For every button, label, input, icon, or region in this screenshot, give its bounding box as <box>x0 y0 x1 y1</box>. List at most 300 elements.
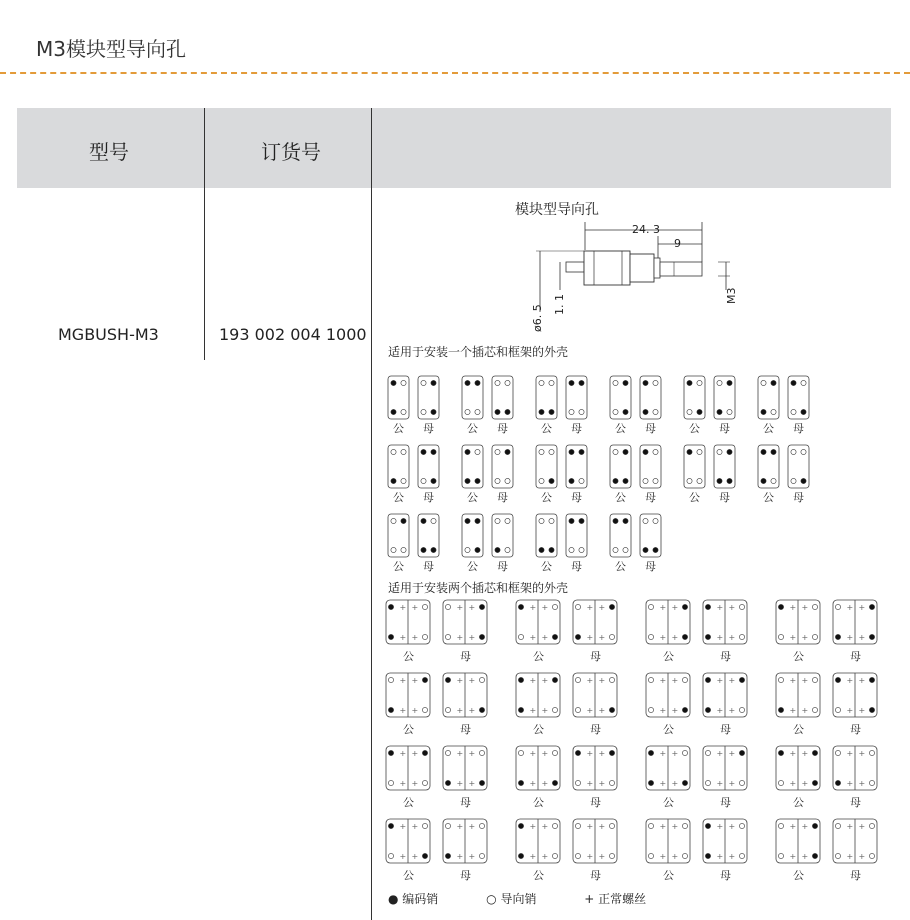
double-section-title: 适用于安装两个插芯和框架的外壳 <box>388 581 569 595</box>
female-label: 母 <box>497 422 508 435</box>
screw-mark: + <box>468 852 476 861</box>
male-label: 公 <box>793 796 804 809</box>
guide-pin-mark <box>539 449 544 454</box>
male-label: 公 <box>403 869 414 882</box>
screw-mark: + <box>468 779 476 788</box>
single-section-title: 适用于安装一个插芯和框架的外壳 <box>388 345 569 359</box>
coding-pin-mark <box>623 518 628 523</box>
coding-pin-mark <box>475 478 480 483</box>
guide-pin-mark <box>401 478 406 483</box>
screw-mark: + <box>671 676 679 685</box>
screw-mark: + <box>411 779 419 788</box>
drawing-title: 模块型导向孔 <box>515 202 599 218</box>
male-label: 公 <box>403 796 414 809</box>
coding-pin-mark <box>609 707 614 712</box>
screw-mark: + <box>468 822 476 831</box>
guide-pin-mark <box>549 449 554 454</box>
guide-pin-mark <box>575 853 580 858</box>
male-label: 公 <box>541 560 552 573</box>
coding-pin-mark <box>705 677 710 682</box>
female-label: 母 <box>720 723 731 736</box>
screw-mark: + <box>846 822 854 831</box>
dim-thread: M3 <box>725 287 738 304</box>
male-label: 公 <box>615 422 626 435</box>
single-config-pair <box>610 514 661 573</box>
screw-mark: + <box>659 706 667 715</box>
male-label: 公 <box>393 560 404 573</box>
guide-pin-mark <box>391 547 396 552</box>
coding-pin-mark <box>682 780 687 785</box>
coding-pin-mark <box>812 823 817 828</box>
guide-pin-mark <box>422 604 427 609</box>
guide-pin-mark <box>791 478 796 483</box>
guide-pin-mark <box>575 707 580 712</box>
coding-pin-mark <box>505 409 510 414</box>
guide-pin-mark <box>648 677 653 682</box>
guide-pin-mark <box>771 478 776 483</box>
coding-pin-mark <box>613 518 618 523</box>
single-config-pair <box>388 376 439 435</box>
male-label: 公 <box>689 422 700 435</box>
male-label: 公 <box>393 422 404 435</box>
coding-pin-mark <box>479 634 484 639</box>
guide-pin-mark <box>575 604 580 609</box>
guide-pin-mark <box>549 518 554 523</box>
male-label: 公 <box>793 869 804 882</box>
coding-pin-mark <box>761 478 766 483</box>
header-order-number: 订货号 <box>261 140 321 164</box>
male-label: 公 <box>663 650 674 663</box>
guide-pin-mark <box>812 604 817 609</box>
coding-pin-mark <box>391 409 396 414</box>
guide-pin-mark <box>391 449 396 454</box>
guide-pin-mark <box>431 518 436 523</box>
page-title: M3模块型导向孔 <box>36 37 186 61</box>
male-label: 公 <box>533 796 544 809</box>
screw-mark: + <box>789 822 797 831</box>
screw-mark: + <box>801 779 809 788</box>
guide-pin-mark <box>465 409 470 414</box>
guide-pin-mark <box>653 478 658 483</box>
screw-mark: + <box>529 603 537 612</box>
coding-pin-mark <box>465 449 470 454</box>
screw-mark: + <box>659 852 667 861</box>
screw-mark: + <box>541 603 549 612</box>
screw-mark: + <box>659 749 667 758</box>
female-label: 母 <box>423 560 434 573</box>
screw-mark: + <box>858 676 866 685</box>
male-label: 公 <box>793 650 804 663</box>
guide-pin-mark <box>479 677 484 682</box>
double-config-pair <box>776 746 877 809</box>
screw-mark: + <box>598 749 606 758</box>
coding-pin-mark <box>682 634 687 639</box>
screw-mark: + <box>846 676 854 685</box>
male-label: 公 <box>541 422 552 435</box>
coding-pin-mark <box>812 780 817 785</box>
coding-pin-mark <box>643 547 648 552</box>
guide-pin-mark <box>812 677 817 682</box>
guide-pin-mark <box>552 604 557 609</box>
screw-mark: + <box>456 852 464 861</box>
coding-pin-mark <box>421 547 426 552</box>
female-label: 母 <box>850 796 861 809</box>
guide-pin-mark <box>869 750 874 755</box>
screw-mark: + <box>456 603 464 612</box>
coding-pin-mark <box>549 478 554 483</box>
screw-mark: + <box>541 822 549 831</box>
guide-pin-mark <box>569 547 574 552</box>
coding-pin-mark <box>623 449 628 454</box>
screw-mark: + <box>846 603 854 612</box>
coding-pin-mark <box>869 634 874 639</box>
female-label: 母 <box>590 723 601 736</box>
dim-total: 24. 3 <box>632 223 660 236</box>
screw-mark: + <box>858 779 866 788</box>
female-label: 母 <box>719 491 730 504</box>
screw-mark: + <box>801 852 809 861</box>
guide-pin-mark <box>682 823 687 828</box>
screw-mark: + <box>456 706 464 715</box>
screw-mark: + <box>456 822 464 831</box>
screw-mark: + <box>789 779 797 788</box>
female-label: 母 <box>850 869 861 882</box>
guide-pin-mark <box>613 409 618 414</box>
screw-mark: + <box>789 633 797 642</box>
guide-pin-mark <box>609 677 614 682</box>
screw-mark: + <box>801 822 809 831</box>
screw-mark: + <box>789 852 797 861</box>
coding-pin-mark <box>771 380 776 385</box>
screw-mark: + <box>801 603 809 612</box>
single-config-pair <box>610 376 661 435</box>
guide-pin-mark <box>739 853 744 858</box>
coding-pin-mark <box>623 478 628 483</box>
single-config-pair <box>758 376 809 435</box>
guide-pin-mark <box>552 707 557 712</box>
guide-pin-mark <box>445 823 450 828</box>
male-label: 公 <box>467 560 478 573</box>
coding-pin-mark <box>431 547 436 552</box>
screw-mark: + <box>671 822 679 831</box>
screw-mark: + <box>456 633 464 642</box>
guide-pin-mark <box>401 409 406 414</box>
coding-pin-mark <box>835 780 840 785</box>
screw-mark: + <box>529 706 537 715</box>
double-config-pair <box>516 819 617 882</box>
coding-pin-mark <box>643 449 648 454</box>
guide-pin-mark <box>869 823 874 828</box>
guide-pin-mark <box>518 750 523 755</box>
guide-pin-mark <box>505 478 510 483</box>
guide-pin-mark <box>479 853 484 858</box>
guide-pin-mark <box>739 823 744 828</box>
male-label: 公 <box>467 422 478 435</box>
female-label: 母 <box>793 422 804 435</box>
coding-pin-mark <box>422 750 427 755</box>
screw-mark: + <box>846 852 854 861</box>
screw-mark: + <box>716 633 724 642</box>
coding-pin-mark <box>705 707 710 712</box>
guide-pin-mark <box>705 750 710 755</box>
guide-pin-mark <box>421 380 426 385</box>
coding-pin-mark <box>778 750 783 755</box>
male-label: 公 <box>763 491 774 504</box>
guide-pin-mark <box>388 780 393 785</box>
coding-pin-mark <box>613 478 618 483</box>
coding-pin-mark <box>682 604 687 609</box>
single-config-pair <box>462 514 513 573</box>
guide-pin-mark <box>613 449 618 454</box>
coding-pin-mark <box>569 518 574 523</box>
guide-pin-mark <box>575 823 580 828</box>
screw-mark: + <box>468 676 476 685</box>
guide-pin-mark <box>479 750 484 755</box>
double-config-pair <box>776 673 877 736</box>
coding-pin-mark <box>623 409 628 414</box>
guide-pin-mark <box>422 780 427 785</box>
male-label: 公 <box>615 560 626 573</box>
coding-pin-mark <box>518 677 523 682</box>
coding-pin-mark <box>569 478 574 483</box>
screw-mark: + <box>541 779 549 788</box>
coding-pin-mark <box>391 380 396 385</box>
screw-mark: + <box>411 706 419 715</box>
guide-pin-mark <box>422 634 427 639</box>
coding-pin-mark <box>705 604 710 609</box>
guide-pin-mark <box>539 518 544 523</box>
coding-pin-mark <box>552 780 557 785</box>
guide-pin-mark <box>575 780 580 785</box>
screw-mark: + <box>671 749 679 758</box>
coding-pin-mark <box>705 853 710 858</box>
coding-pin-mark <box>518 853 523 858</box>
female-label: 母 <box>460 869 471 882</box>
screw-mark: + <box>858 852 866 861</box>
screw-mark: + <box>659 676 667 685</box>
guide-pin-mark <box>401 449 406 454</box>
screw-mark: + <box>716 706 724 715</box>
screw-mark: + <box>468 633 476 642</box>
coding-pin-mark <box>778 604 783 609</box>
screw-mark: + <box>529 633 537 642</box>
guide-pin-mark <box>579 547 584 552</box>
guide-pin-mark <box>401 547 406 552</box>
coding-pin-mark <box>653 547 658 552</box>
screw-mark: + <box>858 822 866 831</box>
screw-mark: + <box>468 603 476 612</box>
double-config-pair <box>646 746 747 809</box>
screw-mark: + <box>411 749 419 758</box>
female-label: 母 <box>590 869 601 882</box>
coding-pin-mark <box>475 518 480 523</box>
screw-mark: + <box>659 779 667 788</box>
female-label: 母 <box>645 560 656 573</box>
guide-pin-mark <box>391 518 396 523</box>
guide-pin-mark <box>575 677 580 682</box>
female-label: 母 <box>497 560 508 573</box>
guide-pin-mark <box>771 409 776 414</box>
male-label: 公 <box>689 491 700 504</box>
screw-mark: + <box>399 633 407 642</box>
guide-pin-mark <box>445 634 450 639</box>
coding-pin-mark <box>687 449 692 454</box>
coding-pin-mark <box>495 409 500 414</box>
screw-mark: + <box>399 822 407 831</box>
female-label: 母 <box>720 650 731 663</box>
double-config-pair <box>646 673 747 736</box>
coding-pin-mark <box>539 409 544 414</box>
screw-mark: + <box>659 633 667 642</box>
guide-pin-mark <box>579 409 584 414</box>
guide-pin-mark <box>717 449 722 454</box>
single-config-pair <box>388 445 439 504</box>
coding-pin-mark <box>727 449 732 454</box>
female-label: 母 <box>460 650 471 663</box>
guide-pin-mark <box>613 380 618 385</box>
female-label: 母 <box>645 491 656 504</box>
guide-pin-mark <box>869 780 874 785</box>
guide-pin-mark <box>475 409 480 414</box>
coding-pin-mark <box>727 380 732 385</box>
coding-pin-mark <box>549 409 554 414</box>
guide-pin-mark <box>539 380 544 385</box>
coding-pin-mark <box>717 478 722 483</box>
guide-pin-mark <box>778 677 783 682</box>
guide-pin-mark <box>682 677 687 682</box>
coding-pin-mark <box>739 750 744 755</box>
guide-pin-mark <box>613 547 618 552</box>
coding-pin-mark <box>445 780 450 785</box>
coding-pin-mark <box>518 707 523 712</box>
coding-pin-mark <box>739 677 744 682</box>
coding-pin-mark <box>761 409 766 414</box>
screw-mark: + <box>858 633 866 642</box>
screw-mark: + <box>399 852 407 861</box>
legend-screw: + 正常螺丝 <box>584 892 647 906</box>
screw-mark: + <box>801 706 809 715</box>
guide-pin-mark <box>495 449 500 454</box>
double-config-pair <box>386 600 487 663</box>
guide-pin-mark <box>539 478 544 483</box>
guide-pin-mark <box>835 750 840 755</box>
screw-mark: + <box>598 633 606 642</box>
screw-mark: + <box>456 779 464 788</box>
male-label: 公 <box>393 491 404 504</box>
single-config-pair <box>684 445 735 504</box>
order-number-cell: 193 002 004 1000 <box>219 325 367 344</box>
male-label: 公 <box>403 723 414 736</box>
screw-mark: + <box>411 822 419 831</box>
guide-pin-mark <box>552 750 557 755</box>
double-config-pair <box>516 673 617 736</box>
double-config-pair <box>386 746 487 809</box>
coding-pin-mark <box>445 677 450 682</box>
screw-mark: + <box>541 749 549 758</box>
coding-pin-mark <box>388 634 393 639</box>
coding-pin-mark <box>421 449 426 454</box>
dim-diameter: ø6. 5 <box>531 304 544 332</box>
female-label: 母 <box>719 422 730 435</box>
female-label: 母 <box>571 560 582 573</box>
single-config-pair <box>610 445 661 504</box>
screw-mark: + <box>586 749 594 758</box>
male-label: 公 <box>533 650 544 663</box>
male-label: 公 <box>663 869 674 882</box>
legend-guide-pin: ○ 导向销 <box>486 892 537 906</box>
guide-pin-mark <box>422 823 427 828</box>
screw-mark: + <box>846 779 854 788</box>
guide-pin-mark <box>697 478 702 483</box>
screw-mark: + <box>716 749 724 758</box>
guide-pin-mark <box>549 380 554 385</box>
coding-pin-mark <box>431 449 436 454</box>
guide-pin-mark <box>653 380 658 385</box>
screw-mark: + <box>598 706 606 715</box>
guide-pin-mark <box>697 449 702 454</box>
guide-pin-mark <box>401 380 406 385</box>
screw-mark: + <box>801 749 809 758</box>
coding-pin-mark <box>388 823 393 828</box>
coding-pin-mark <box>648 750 653 755</box>
double-config-pair <box>776 819 877 882</box>
coding-pin-mark <box>431 380 436 385</box>
dim-offset: 1. 1 <box>553 294 566 315</box>
guide-pin-mark <box>717 380 722 385</box>
screw-mark: + <box>529 779 537 788</box>
screw-mark: + <box>671 603 679 612</box>
screw-mark: + <box>468 706 476 715</box>
coding-pin-mark <box>422 677 427 682</box>
screw-mark: + <box>716 603 724 612</box>
coding-pin-mark <box>869 677 874 682</box>
female-label: 母 <box>720 796 731 809</box>
screw-mark: + <box>671 852 679 861</box>
model-cell: MGBUSH-M3 <box>58 325 159 344</box>
guide-pin-mark <box>835 823 840 828</box>
female-label: 母 <box>793 491 804 504</box>
coding-pin-mark <box>575 750 580 755</box>
coding-pin-mark <box>812 750 817 755</box>
single-config-pair <box>462 445 513 504</box>
coding-pin-mark <box>778 707 783 712</box>
screw-mark: + <box>586 633 594 642</box>
screw-mark: + <box>858 749 866 758</box>
guide-pin-mark <box>552 853 557 858</box>
female-label: 母 <box>571 491 582 504</box>
guide-pin-mark <box>812 707 817 712</box>
guide-pin-mark <box>778 823 783 828</box>
part-drawing <box>515 201 738 332</box>
screw-mark: + <box>671 633 679 642</box>
coding-pin-mark <box>648 780 653 785</box>
double-config-pair <box>386 673 487 736</box>
coding-pin-mark <box>388 604 393 609</box>
coding-pin-mark <box>495 547 500 552</box>
coding-pin-mark <box>445 853 450 858</box>
screw-mark: + <box>529 852 537 861</box>
guide-pin-mark <box>653 518 658 523</box>
guide-pin-mark <box>648 707 653 712</box>
guide-pin-mark <box>791 449 796 454</box>
screw-mark: + <box>598 822 606 831</box>
guide-pin-mark <box>505 518 510 523</box>
screw-mark: + <box>858 603 866 612</box>
screw-mark: + <box>598 779 606 788</box>
guide-pin-mark <box>761 380 766 385</box>
guide-pin-mark <box>812 634 817 639</box>
screw-mark: + <box>598 676 606 685</box>
